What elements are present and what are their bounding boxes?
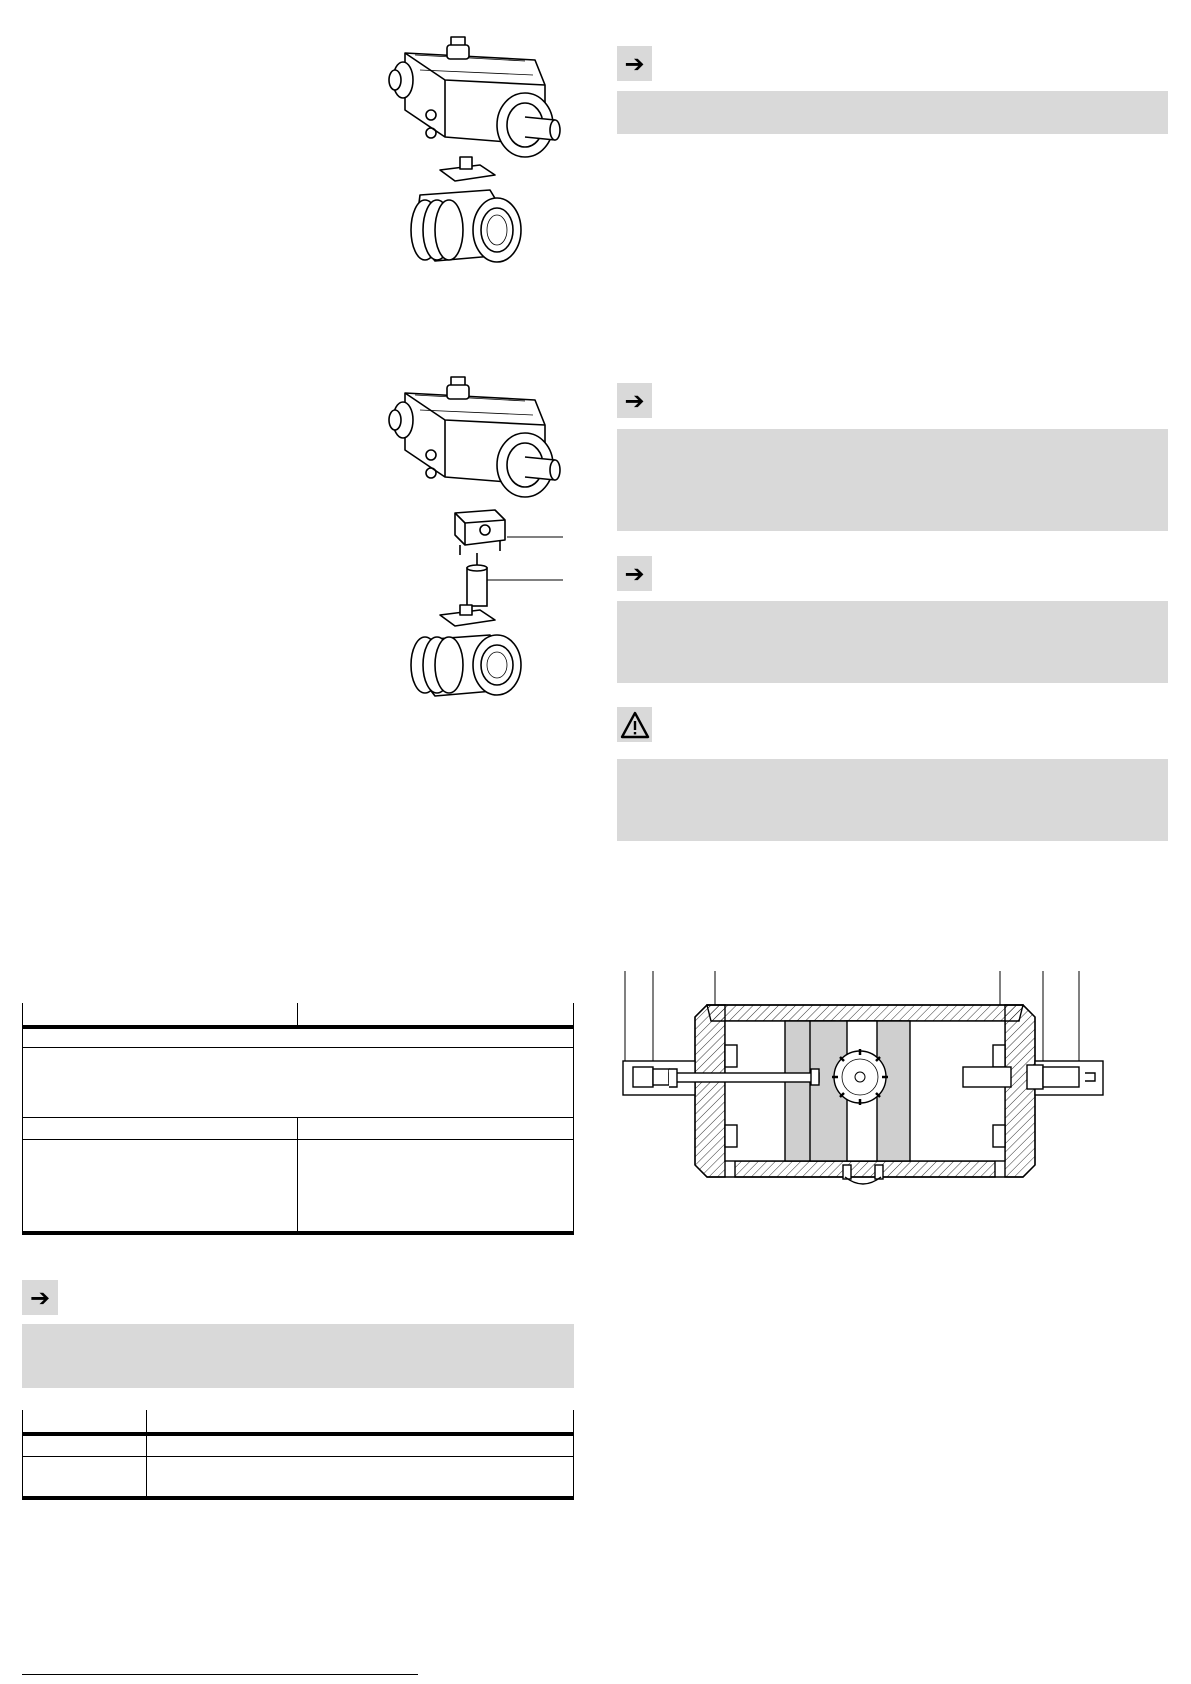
arrow-right-icon: ➔ (624, 386, 645, 415)
warning-icon-box (617, 707, 652, 742)
note-body (617, 429, 1168, 531)
figure-actuator-valve-adapter (385, 365, 585, 715)
warning-triangle-icon (620, 711, 650, 739)
note-icon-box (22, 1280, 58, 1315)
note-icon-box (617, 46, 652, 81)
specification-table (22, 1003, 574, 1235)
note-body (617, 91, 1168, 134)
note-icon-box (617, 556, 652, 591)
figure-actuator-valve-direct (385, 25, 585, 290)
arrow-right-icon: ➔ (624, 559, 645, 588)
note-body (22, 1324, 574, 1388)
arrow-right-icon: ➔ (29, 1283, 51, 1312)
warning-body (617, 759, 1168, 841)
note-icon-box (617, 383, 652, 418)
reference-table (22, 1410, 574, 1500)
note-body (617, 601, 1168, 683)
footnote-separator (22, 1674, 418, 1675)
arrow-right-icon: ➔ (624, 49, 645, 78)
coupling (467, 568, 487, 606)
figure-actuator-cross-section (615, 965, 1115, 1235)
table-header-rule (22, 1025, 574, 1029)
table-header-rule (22, 1432, 574, 1436)
